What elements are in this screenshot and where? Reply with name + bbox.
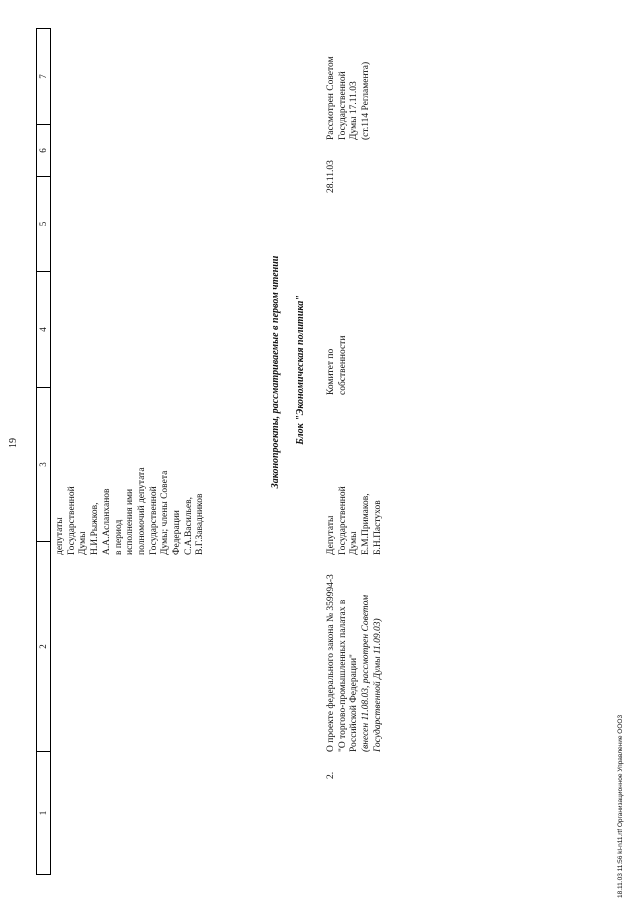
row-number: 2.	[326, 771, 336, 779]
column-header-6: 6	[37, 125, 50, 177]
column-header-4: 4	[37, 272, 50, 388]
column-header-row	[36, 28, 51, 875]
column-header-1: 1	[38, 810, 48, 816]
page-number: 19	[8, 438, 19, 448]
row-committee: Комитет по собственности	[326, 335, 348, 395]
column-header-2: 2	[37, 542, 50, 752]
row-date: 28.11.03	[326, 160, 336, 193]
footer-file-info: 18.11.03 11:56 kl-n11.rtf Организационное Управление ООО3	[617, 714, 624, 898]
column-header-5: 5	[37, 177, 50, 272]
block-heading: Блок "Экономическая политика"	[295, 295, 306, 445]
row-title: О проекте федерального закона № 359994-3 "О торгово-промышленных палатах в Российской Федерации"	[326, 574, 360, 752]
section-heading: Законопроекты, рассматриваемые в первом чтении	[270, 255, 281, 489]
row-authors: Депутаты Государственной Думы Е.М.Примаков, Б.Н.Пастухов	[326, 486, 383, 555]
column-header-3: 3	[37, 388, 50, 542]
row-remark: Рассмотрен Советом Государственной Думы 17.11.03 (ст.114 Регламента)	[326, 56, 372, 140]
column-header-7: 7	[37, 29, 50, 125]
continued-authors-cell: депутаты Государственной Думы Н.И.Рыжков, А.А.Асланханов в период исполнения ими полномочий депутата Государственной Думы; члены Совета Федерации С.А.Васильев, В.Г.Завадников	[55, 467, 206, 555]
row-title-note: (внесен 11.08.03, рассмотрен Советом Государственной Думы 11.09.03)	[361, 594, 383, 752]
